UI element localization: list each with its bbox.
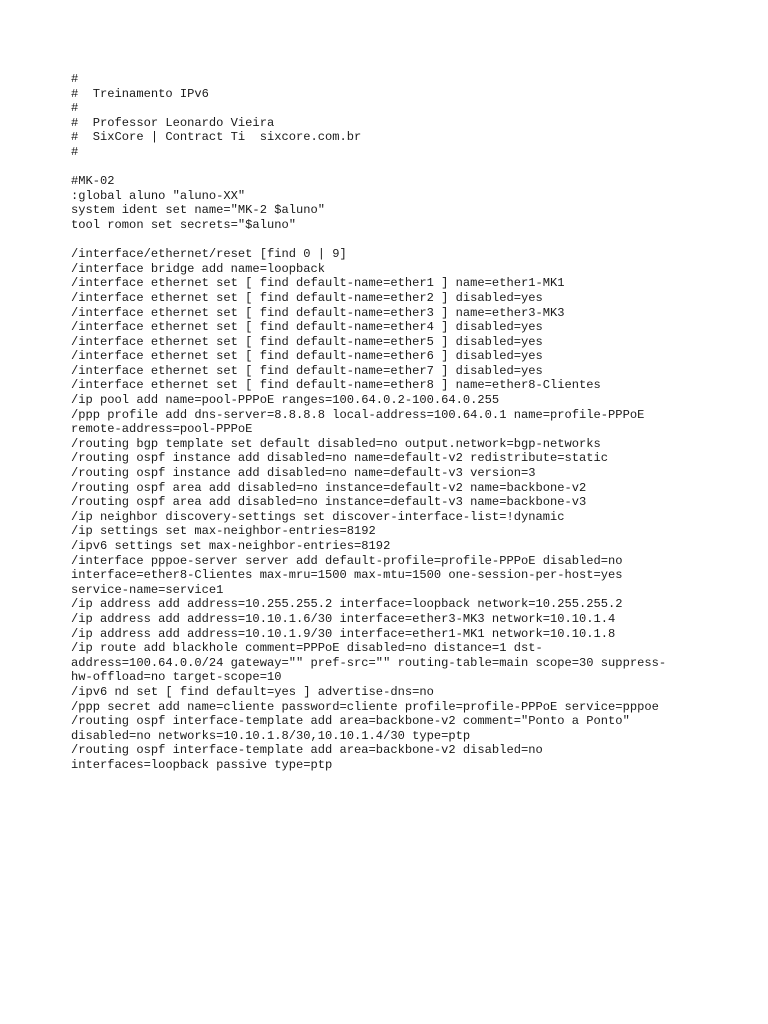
code-line: # [71, 144, 79, 159]
code-line: /ip address add address=10.10.1.9/30 interface=ether1-MK1 network=10.10.1.8 [71, 626, 616, 641]
code-line: /routing ospf area add disabled=no instance=default-v2 name=backbone-v2 [71, 480, 587, 495]
code-line: service-name=service1 [71, 582, 224, 597]
code-line: # [71, 101, 79, 116]
code-line: # [71, 72, 79, 86]
code-line: # Treinamento IPv6 [71, 86, 209, 101]
code-line: /ip settings set max-neighbor-entries=8192 [71, 524, 376, 539]
code-line: address=100.64.0.0/24 gateway="" pref-src="" routing-table=main scope=30 suppress- [71, 655, 667, 670]
code-line: /interface ethernet set [ find default-name=ether4 ] disabled=yes [71, 320, 543, 335]
device-identity-block [71, 174, 751, 232]
code-line: /routing ospf interface-template add area=backbone-v2 comment="Ponto a Ponto" [71, 714, 630, 729]
code-line: #MK-02 [71, 174, 115, 189]
code-line: /ppp profile add dns-server=8.8.8.8 local-address=100.64.0.1 name=profile-PPPoE [71, 407, 645, 422]
configuration-commands-block [71, 247, 751, 772]
code-line: /interface ethernet set [ find default-name=ether3 ] name=ether3-MK3 [71, 305, 565, 320]
code-line: /interface bridge add name=loopback [71, 261, 326, 276]
code-line: /interface ethernet set [ find default-name=ether7 ] disabled=yes [71, 363, 543, 378]
code-line: /ppp secret add name=cliente password=cliente profile=profile-PPPoE service=pppoe [71, 699, 659, 714]
code-line: /interface ethernet set [ find default-name=ether6 ] disabled=yes [71, 349, 543, 364]
code-line: interfaces=loopback passive type=ptp [71, 757, 333, 772]
code-line: /routing ospf instance add disabled=no name=default-v3 version=3 [71, 466, 536, 481]
header-comment-block [71, 72, 751, 160]
code-line: /routing ospf interface-template add area=backbone-v2 disabled=no [71, 743, 543, 758]
code-line: tool romon set secrets="$aluno" [71, 217, 296, 232]
code-line: # SixCore | Contract Ti sixcore.com.br [71, 130, 362, 145]
code-line: /interface ethernet set [ find default-name=ether8 ] name=ether8-Clientes [71, 378, 601, 393]
code-line: /ipv6 settings set max-neighbor-entries=8192 [71, 539, 391, 553]
code-line: remote-address=pool-PPPoE [71, 422, 253, 437]
code-line: /ip address add address=10.255.255.2 interface=loopback network=10.255.255.2 [71, 597, 623, 612]
code-line: /routing ospf area add disabled=no instance=default-v3 name=backbone-v3 [71, 495, 587, 510]
code-line: /ip neighbor discovery-settings set discover-interface-list=!dynamic [71, 509, 565, 524]
code-line: /routing bgp template set default disabled=no output.network=bgp-networks [71, 436, 601, 451]
code-line: system ident set name="MK-2 $aluno" [71, 203, 326, 218]
code-line: /ip address add address=10.10.1.6/30 interface=ether3-MK3 network=10.10.1.4 [71, 611, 616, 626]
code-line: disabled=no networks=10.10.1.8/30,10.10.1.4/30 type=ptp [71, 728, 471, 743]
code-line: /interface/ethernet/reset [find 0 | 9] [71, 247, 347, 262]
script-document [71, 72, 751, 787]
code-line: :global aluno "aluno-XX" [71, 188, 246, 203]
code-line: /interface ethernet set [ find default-name=ether1 ] name=ether1-MK1 [71, 276, 565, 291]
code-line: /routing ospf instance add disabled=no name=default-v2 redistribute=static [71, 451, 609, 466]
code-line: # Professor Leonardo Vieira [71, 115, 275, 130]
code-line: /ip route add blackhole comment=PPPoE disabled=no distance=1 dst- [71, 641, 543, 656]
code-line: interface=ether8-Clientes max-mru=1500 max-mtu=1500 one-session-per-host=yes [71, 568, 623, 583]
code-line: /interface ethernet set [ find default-name=ether2 ] disabled=yes [71, 290, 543, 305]
code-line: hw-offload=no target-scope=10 [71, 670, 282, 685]
code-line: /ip pool add name=pool-PPPoE ranges=100.64.0.2-100.64.0.255 [71, 393, 500, 408]
code-line: /interface ethernet set [ find default-name=ether5 ] disabled=yes [71, 334, 543, 349]
code-line: /ipv6 nd set [ find default=yes ] advertise-dns=no [71, 684, 434, 699]
code-line: /interface pppoe-server server add default-profile=profile-PPPoE disabled=no [71, 553, 623, 568]
